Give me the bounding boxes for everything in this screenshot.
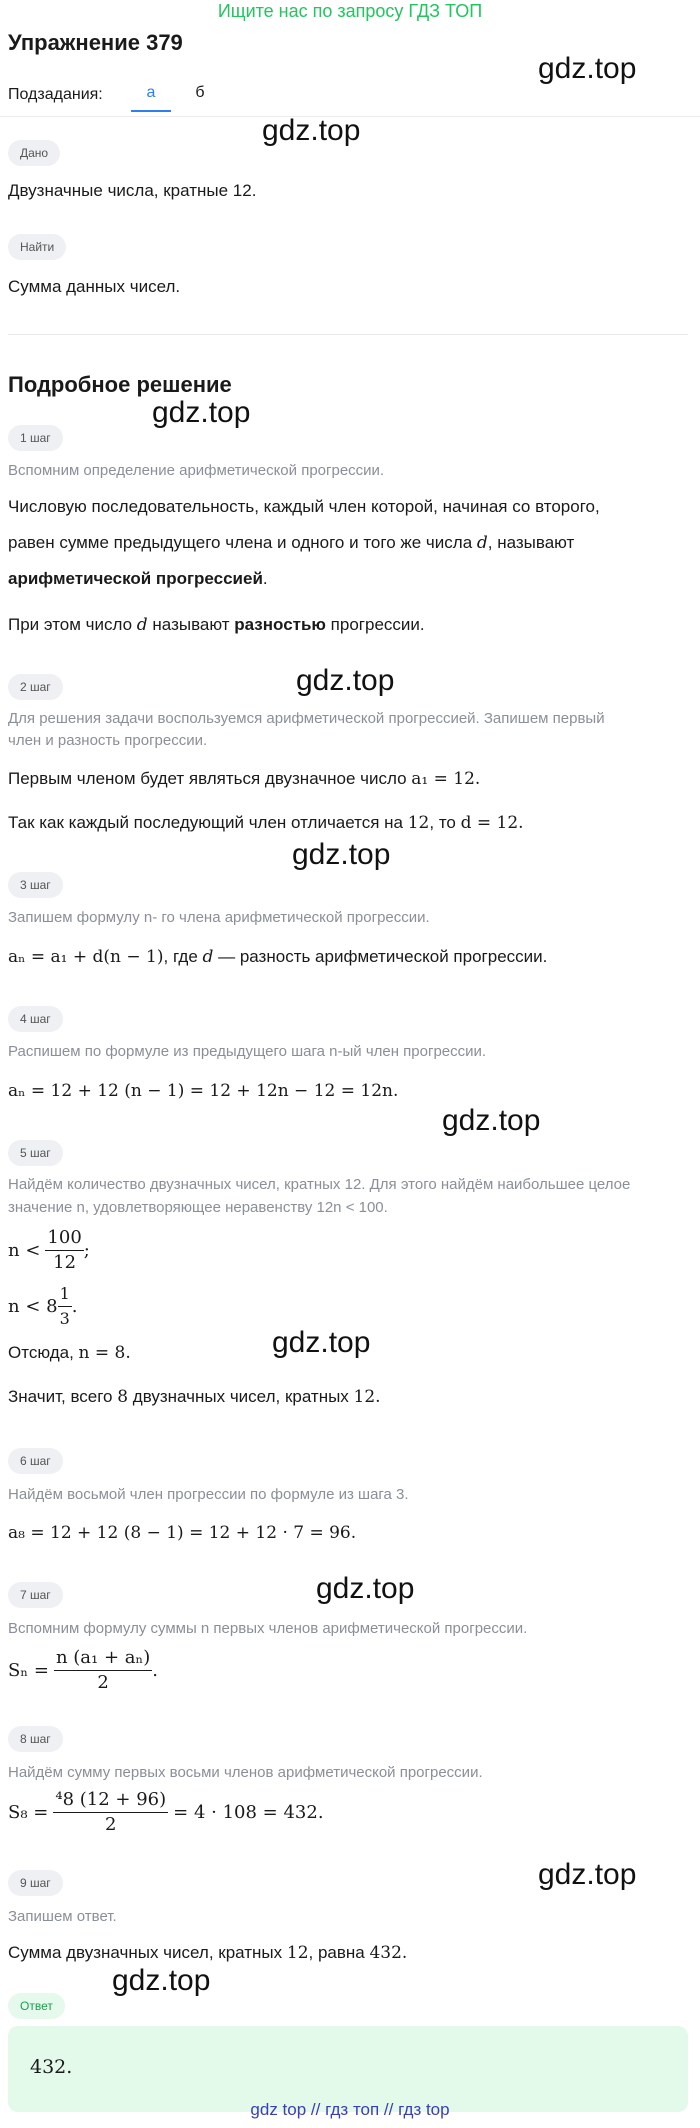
step-5-badge: 5 шаг — [8, 1140, 63, 1166]
step-1-line: При этом число d называют разностью прогрессии. — [8, 615, 425, 635]
step-2-line: Первым членом будет являться двузначное число a₁ = 12. — [8, 769, 481, 789]
subtasks-label: Подзадания: — [8, 86, 103, 103]
step-7-formula: Sₙ = $\frac{\text{n (a₁ + aₙ)}}{2}$ . — [8, 1647, 159, 1693]
find-text: Сумма данных чисел. — [8, 277, 181, 296]
answer-value: 432. — [30, 2056, 73, 2078]
step-2-line: Так как каждый последующий член отличается на 12, то d = 12. — [8, 813, 524, 833]
watermark: gdz.top — [538, 1858, 637, 1891]
step-4-hint: Распишем по формуле из предыдущего шага n-ый член прогрессии. — [8, 1043, 487, 1060]
tab-a[interactable]: а — [131, 84, 171, 112]
step-7-hint: Вспомним формулу суммы n первых членов арифметической прогрессии. — [8, 1620, 528, 1637]
step-2-badge: 2 шаг — [8, 674, 63, 700]
promo-banner[interactable]: Ищите нас по запросу ГДЗ ТОП — [217, 1, 483, 21]
step-1-badge: 1 шаг — [8, 425, 63, 451]
step-1-line: равен сумме предыдущего члена и одного и того же числа d, называют — [8, 533, 575, 553]
watermark: gdz.top — [538, 52, 637, 85]
step-9-badge: 9 шаг — [8, 1870, 63, 1896]
step-8-formula: S₈ = $\frac{\text{⁴8 (12 + 96)}}{2}$ = 4 · 108 = 432. — [8, 1789, 324, 1835]
step-5-inequality: n < $\frac{100}{12}$ ; — [8, 1227, 90, 1273]
step-8-hint: Найдём сумму первых восьми членов арифметической прогрессии. — [8, 1764, 483, 1781]
watermark: gdz.top — [442, 1104, 541, 1137]
step-6-hint: Найдём восьмой член прогрессии по формуле из шага 3. — [8, 1486, 409, 1503]
step-4-formula: aₙ = 12 + 12 (n − 1) = 12 + 12n − 12 = 12n. — [8, 1081, 399, 1101]
step-2-hint: Для решения задачи воспользуемся арифметической прогрессией. Запишем первый — [8, 710, 605, 727]
step-7-badge: 7 шаг — [8, 1582, 63, 1608]
step-6-badge: 6 шаг — [8, 1448, 63, 1474]
given-badge: Дано — [8, 140, 60, 166]
page-title: Упражнение 379 — [8, 30, 183, 55]
step-5-hint: Найдём количество двузначных чисел, кратных 12. Для этого найдём наибольшее целое — [8, 1176, 631, 1193]
step-5-inequality: n < 8 $\frac{1}{3}$ . — [8, 1284, 78, 1328]
step-3-formula: aₙ = a₁ + d(n − 1), где d — разность арифметической прогрессии. — [8, 947, 548, 967]
tab-b[interactable]: б — [195, 84, 205, 101]
watermark: gdz.top — [112, 1964, 211, 1997]
answer-badge: Ответ — [8, 1993, 65, 2019]
step-9-line: Сумма двузначных чисел, кратных 12, равна 432. — [8, 1943, 408, 1963]
step-1-hint: Вспомним определение арифметической прогрессии. — [8, 462, 385, 479]
step-1-line: Числовую последовательность, каждый член которой, начиная со второго, — [8, 497, 600, 516]
watermark: gdz.top — [292, 838, 391, 871]
watermark: gdz.top — [316, 1572, 415, 1605]
footer-links[interactable]: gdz top // гдз топ // гдз top — [250, 2100, 450, 2119]
given-text: Двузначные числа, кратные 12. — [8, 181, 257, 200]
step-4-badge: 4 шаг — [8, 1006, 63, 1032]
watermark: gdz.top — [296, 664, 395, 697]
step-5-hint: значение n, удовлетворяющее неравенству 12n < 100. — [8, 1199, 388, 1216]
step-5-line: Значит, всего 8 двузначных чисел, кратных 12. — [8, 1387, 381, 1407]
solution-title: Подробное решение — [8, 372, 232, 397]
step-3-hint: Запишем формулу n- го члена арифметической прогрессии. — [8, 909, 430, 926]
watermark: gdz.top — [262, 114, 361, 147]
step-2-hint: член и разность прогрессии. — [8, 732, 208, 749]
step-9-hint: Запишем ответ. — [8, 1908, 117, 1925]
step-3-badge: 3 шаг — [8, 872, 63, 898]
step-5-line: Отсюда, n = 8. — [8, 1343, 131, 1363]
divider — [8, 334, 688, 335]
watermark: gdz.top — [272, 1326, 371, 1359]
watermark: gdz.top — [152, 396, 251, 429]
step-1-term: арифметической прогрессией. — [8, 569, 268, 588]
step-8-badge: 8 шаг — [8, 1726, 63, 1752]
step-6-formula: a₈ = 12 + 12 (8 − 1) = 12 + 12 · 7 = 96. — [8, 1523, 357, 1543]
find-badge: Найти — [8, 234, 66, 260]
